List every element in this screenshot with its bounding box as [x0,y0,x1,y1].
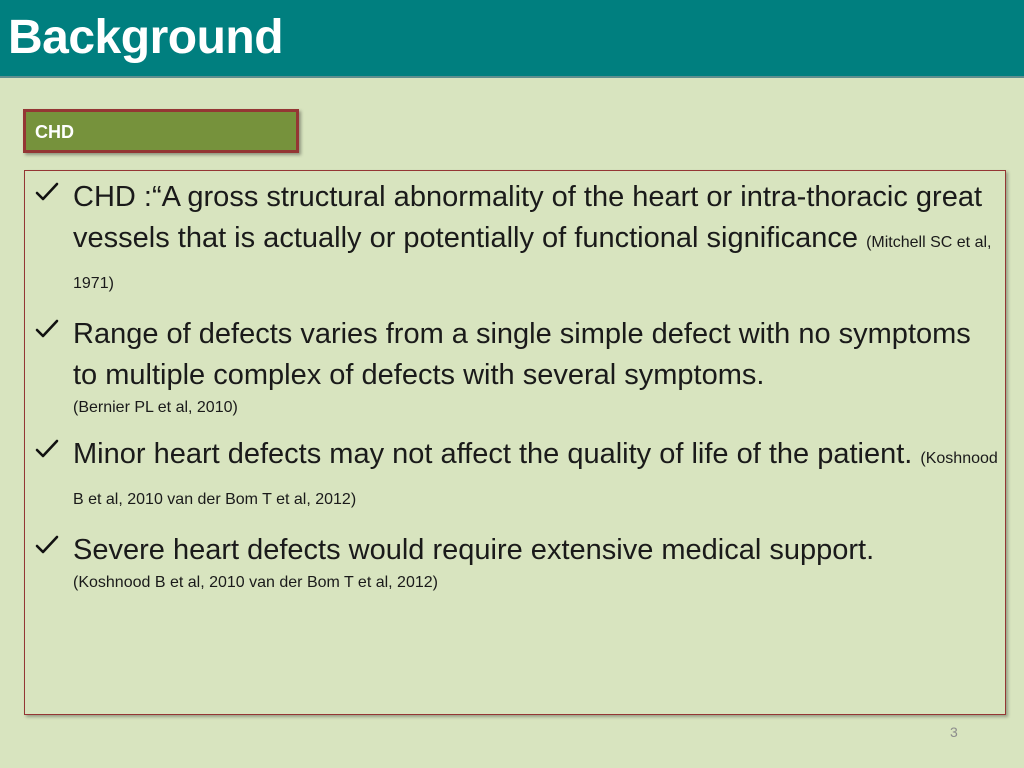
bullet-text: Range of defects varies from a single simple defect with no symptoms to multiple complex of defects with several symptoms. [73,318,971,391]
section-label-box [23,109,299,153]
checkmark-icon [34,179,60,205]
checkmark-icon [34,436,60,462]
bullet-item [48,177,998,300]
bullet-item [48,314,998,418]
page-number: 3 [950,724,958,740]
bullet-item [48,434,998,516]
bullet-text: Severe heart defects would require extensive medical support. [73,534,875,566]
bullet-item [48,530,998,593]
section-label: CHD [35,122,74,142]
title-bar [0,0,1024,78]
bullet-citation: (Mitchell SC et al, 1971) [73,234,992,292]
bullet-text: Minor heart defects may not affect the quality of life of the patient. [73,438,913,470]
bullet-citation: (Koshnood B et al, 2010 van der Bom T et al, 2012) [73,450,998,508]
bullet-citation: (Koshnood B et al, 2010 van der Bom T et al, 2012) [73,574,438,591]
bullet-citation: (Bernier PL et al, 2010) [73,399,238,416]
bullet-text: CHD :“A gross structural abnormality of the heart or intra-thoracic great vessels that is actually or potentially of functional significance [73,181,983,254]
slide-title: Background [8,11,284,64]
checkmark-icon [34,316,60,342]
checkmark-icon [34,532,60,558]
